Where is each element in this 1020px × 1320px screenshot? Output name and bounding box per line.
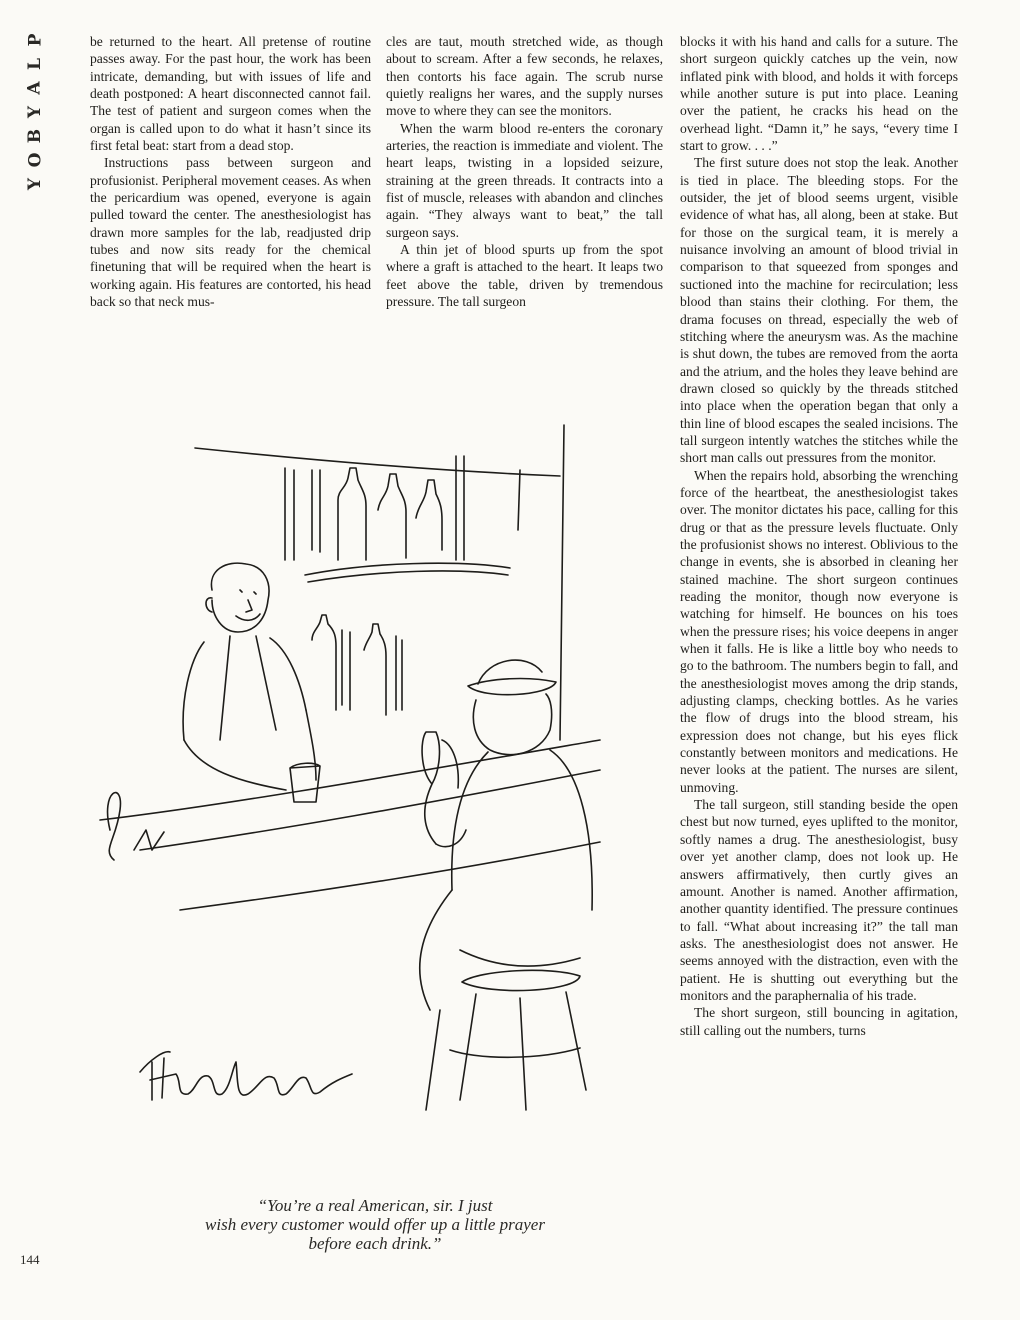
wall-pillar — [518, 470, 520, 530]
masthead-letter: B — [25, 128, 45, 144]
paragraph: The first suture does not stop the leak. Another is tied in place. The bleeding stops. For the outsider, the jet of blood seems urgent, visible evidence of what has, all along, been at stake. But for those on the surgical team, it is merely a nuisance involving an amount of blood trivial in comparison to that squeezed from sponges and suctioned into the machine for recirculation; less blood than stains their clothing. For them, the drama focuses on thread, especially the web of stitching where the aneurysm was. As the machine is shut down, the tubes are removed from the aorta and the atrium, and the holes they leave behind are drawn closed so quickly by the threads stitched into place when the operation began that only a thin line of blood escapes the sealed incisions. The tall surgeon intently watches the stitches while the short man calls out pressures from the monitor. — [680, 155, 958, 466]
paragraph: Instructions pass between surgeon and profusionist. Peripheral movement ceases. As when the pericardium was opened, everyone is again pulled toward the center. The anesthesiologist has drawn more samples for the lab, readjusted drip tubes and now sits ready for the chemical finetuning that will be required when the heart is working again. His features are contorted, his head back so that neck mus- — [90, 155, 371, 310]
bottle — [396, 636, 402, 710]
paragraph: cles are taut, mouth stretched wide, as though about to scream. After a few seconds, he relaxes, then contorts his face again. The scrub nurse quietly realigns her wares, and the supply nurses move to where they can see the monitors. — [386, 34, 663, 119]
bottle — [312, 615, 336, 710]
paragraph: A thin jet of blood spurts up from the spot where a graft is attached to the heart. It leaps two feet above the table, driven by tremendous pressure. The tall surgeon — [386, 242, 663, 310]
paragraph: blocks it with his hand and calls for a suture. The short surgeon quickly catches up the vein, now inflated pink with blood, and holds it with forceps while another suture is put into place. Leaning over the patient, he cracks his head on the overhead light. “Damn it,” he says, “every time I start to grow. . . .” — [680, 34, 958, 154]
caption-line: before each drink.” — [308, 1234, 442, 1253]
paragraph: The tall surgeon, still standing beside the open chest but now turned, eyes uplifted to the monitor, softly names a drug. The anesthesiologist, busy over yet another clamp, does not look up. He answers affirmatively, then curtly gives an amount. Another is named. Another affirmation, another quantity identified. The pressure continues to fall. “What about increasing it?” the tall man asks. The anesthesiologist does not answer. He seems annoyed with the distraction, even with the patient. He is shutting out everything but the monitors and the paraphernalia of his trade. — [680, 797, 958, 1003]
wall-line — [195, 448, 560, 476]
customer-arm — [436, 830, 466, 847]
text-column-3 — [680, 33, 958, 1039]
caption-line: wish every customer would offer up a little prayer — [205, 1215, 545, 1234]
customer-body — [452, 750, 592, 910]
bar-stool-leg — [426, 1010, 580, 1110]
masthead-letter: Y — [24, 177, 45, 191]
masthead-letter: Y — [24, 105, 45, 119]
paragraph: The short surgeon, still bouncing in agitation, still calling out the numbers, turns — [680, 1005, 958, 1038]
bartender-arm — [184, 710, 316, 790]
cartoon-caption — [110, 1196, 640, 1253]
masthead-letter: A — [24, 81, 45, 95]
paragraph: When the repairs hold, absorbing the wrenching force of the heartbeat, the anesthesiologist takes over. The monitor dictates his pace, calling for this drug or that as the pressure levels fluctuate. Only the profusionist shows no interest. Oblivious to the change in events, she is absorbed in cleaning her stained machine. The short surgeon continues reading the monitor, though now everyone is watching for himself. He bounces on his toes when the pressure rises; his voice deepens in anger when it falls. He is like a little boy who needs to go to the bathroom. The numbers begin to fall, and the anesthesiologist moves among the drip stands, adjusting clamps, checking bottles. As he varies the flow of drugs into the blood stream, his expression does not change, but his eyes flick constantly between monitors and medications. He never looks at the patient. The nurses are silent, unmoving. — [680, 467, 958, 795]
bar-counter — [140, 770, 600, 850]
bottle — [285, 468, 294, 560]
wall-pillar — [560, 425, 564, 740]
masthead-letter: P — [24, 33, 45, 47]
bottle — [312, 470, 320, 552]
bottle — [342, 630, 350, 710]
bartender-ear — [206, 598, 212, 612]
bartender-face — [236, 590, 260, 620]
praying-hands — [422, 732, 458, 844]
bar-squiggle — [108, 793, 164, 860]
caption-line: “You’re a real American, sir. I just — [257, 1196, 493, 1215]
masthead-letter: L — [24, 58, 45, 70]
customer-head — [473, 694, 551, 755]
bartender-head — [211, 563, 269, 632]
text-column-2 — [386, 33, 663, 311]
text-column-1 — [90, 33, 371, 311]
shelf — [308, 571, 508, 582]
bar-stool-seat — [462, 970, 580, 990]
customer-legs — [420, 890, 580, 1010]
bottle — [338, 468, 366, 560]
masthead-letter: O — [25, 152, 45, 168]
paragraph: be returned to the heart. All pretense of routine passes away. For the past hour, the work has been intricate, demanding, but with issues of life and death postponed: A heart disconnected cannot fail. The test of patient and surgeon comes when the organ is called upon to do what it hasn’t since its first fetal beat: start from a dead stop. — [90, 34, 371, 154]
shelf — [305, 563, 510, 575]
magazine-masthead — [20, 28, 50, 196]
artist-signature — [140, 1052, 352, 1100]
paragraph: When the warm blood re-enters the coronary arteries, the reaction is immediate and violent. The heart leaps, twisting in a lopsided seizure, straining at the green threads. It contracts into a fist of muscle, releases with abandon and clinches again. “They always want to beat,” the tall surgeon says. — [386, 120, 663, 240]
bar-rail — [180, 842, 600, 910]
customer-hat — [468, 660, 556, 695]
bottle — [364, 624, 386, 715]
bottle — [416, 480, 442, 550]
bartender-body — [183, 636, 306, 740]
page-number: 144 — [20, 1252, 40, 1267]
bottle — [378, 474, 406, 558]
bar-cartoon-illustration — [80, 410, 670, 1200]
